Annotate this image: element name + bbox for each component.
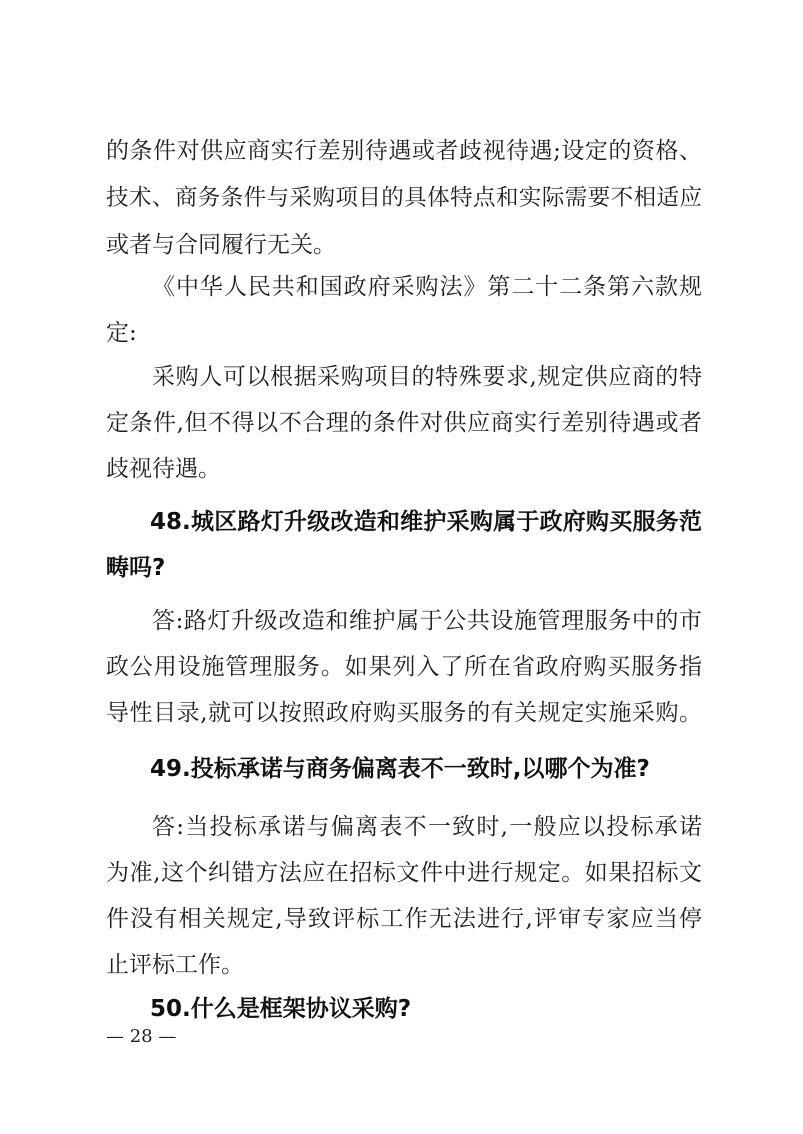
answer-48-line-2: 政公用设施管理服务。如果列入了所在省政府购买服务指 (106, 654, 702, 680)
answer-48-start: 答:路灯升级改造和维护属于公共设施管理服务中的市 (152, 608, 702, 634)
question-50-heading: 50.什么是框架协议采购? (150, 996, 412, 1022)
answer-49-line-3: 件没有相关规定,导致评标工作无法进行,评审专家应当停 (106, 906, 702, 932)
paragraph-start-law-text: 采购人可以根据采购项目的特殊要求,规定供应商的特 (152, 364, 702, 390)
text-line-1: 的条件对供应商实行差别待遇或者歧视待遇;设定的资格、 (106, 138, 702, 164)
answer-48-line-3: 导性目录,就可以按照政府购买服务的有关规定实施采购。 (106, 700, 702, 726)
text-line-3: 或者与合同履行无关。 (106, 232, 336, 258)
question-48-heading: 48.城区路灯升级改造和维护采购属于政府购买服务范 (150, 509, 702, 535)
text-line-8: 歧视待遇。 (106, 456, 221, 482)
text-line-2: 技术、商务条件与采购项目的具体特点和实际需要不相适应 (106, 185, 702, 211)
text-line-7: 定条件,但不得以不合理的条件对供应商实行差别待遇或者 (106, 410, 702, 436)
paragraph-start-law-citation: 《中华人民共和国政府采购法》第二十二条第六款规 (152, 274, 702, 300)
answer-49-line-4: 止评标工作。 (106, 952, 244, 978)
question-49-heading: 49.投标承诺与商务偏离表不一致时,以哪个为准? (150, 756, 650, 782)
question-48-heading-cont: 畴吗? (106, 555, 166, 581)
answer-49-start: 答:当投标承诺与偏离表不一致时,一般应以投标承诺 (152, 814, 702, 840)
page-number: — 28 — (106, 1026, 177, 1047)
answer-49-line-2: 为准,这个纠错方法应在招标文件中进行规定。如果招标文 (106, 860, 702, 886)
text-line-5: 定: (106, 320, 137, 346)
